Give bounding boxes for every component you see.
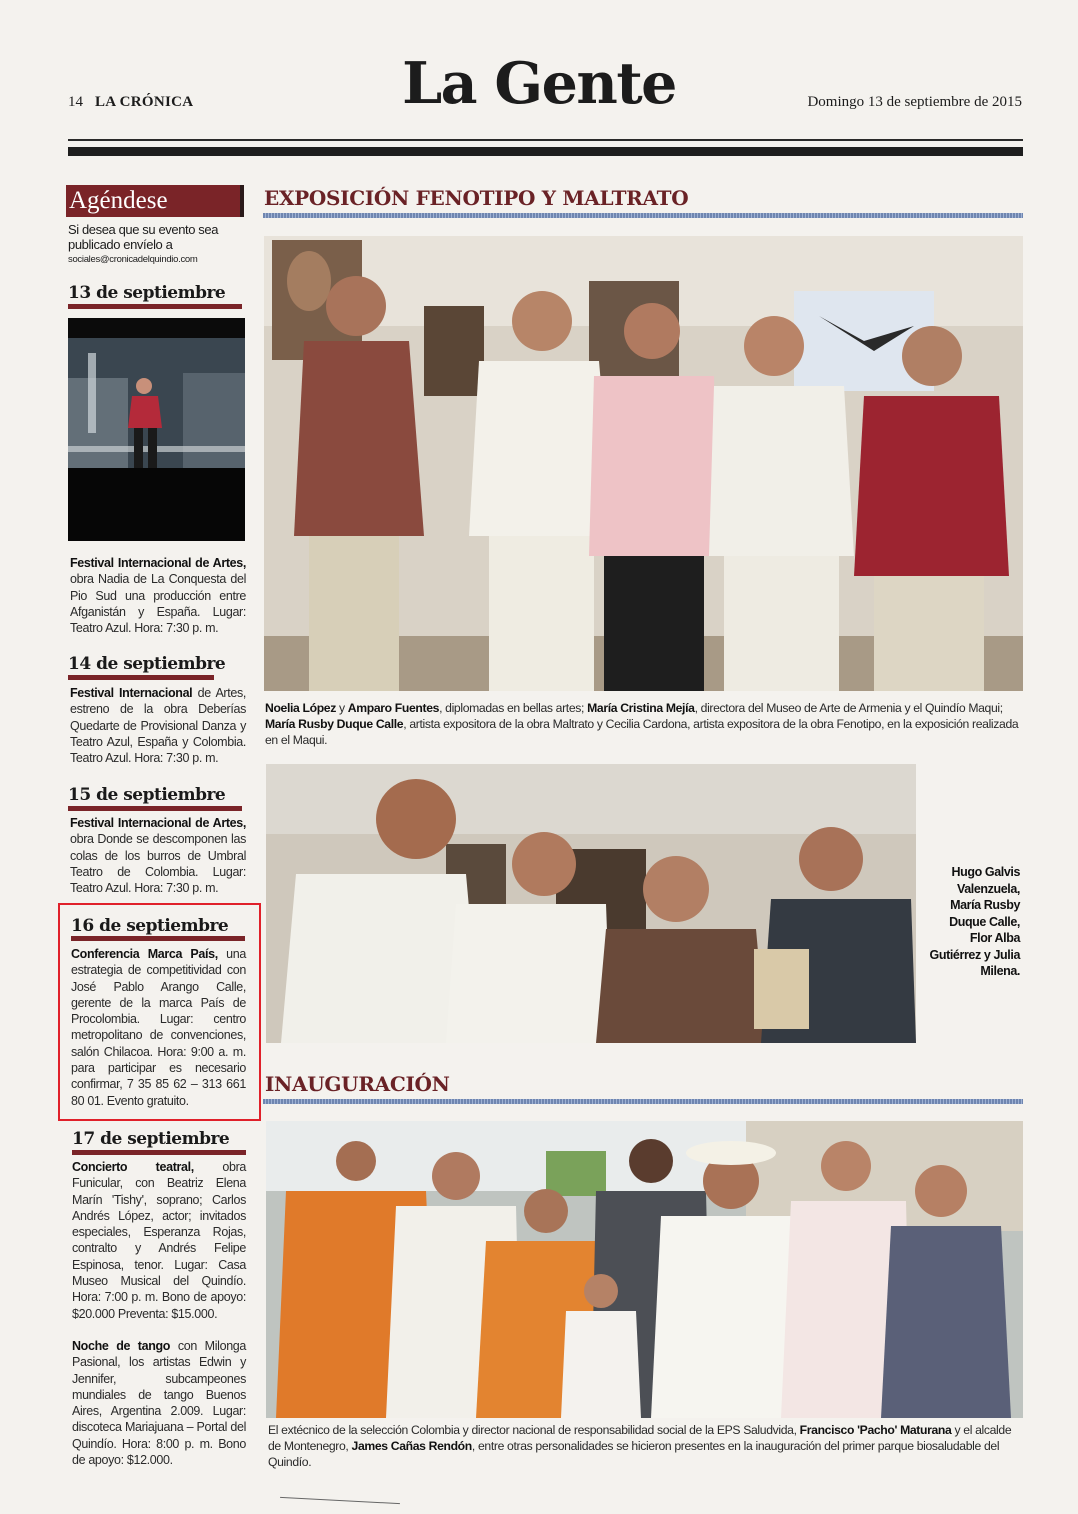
event-details: con Milonga Pasional, los artistas Edwin y Jennifer, subcampeones mundiales de tango Buenos Aires, Argentina 2.009. Lugar: discoteca Mariajuana – Portal del Quindío. Hora: 8:00 p. m. Bono de apoyo: $12.000. <box>72 1339 246 1468</box>
caption-text: , artista expositora de la obra Maltrato y Cecilia Cardona, artista expositora de la obra Fenotipo, en la exposición realizada en el Maqui. <box>265 717 1019 747</box>
caption-name: James Cañas Rendón <box>351 1439 472 1453</box>
masthead-rule-thin <box>68 139 1023 141</box>
day-heading: 15 de septiembre <box>68 785 226 805</box>
event-listing <box>71 946 246 1109</box>
event-listing <box>72 1338 246 1468</box>
day-bar <box>68 675 214 680</box>
inauguration-photo-svg <box>266 1121 1023 1418</box>
event-name: Festival Internacional de Artes, <box>70 816 246 830</box>
headline-rule <box>263 213 1023 218</box>
event-listing <box>72 1159 246 1322</box>
caption-text: , directora del Museo de Arte de Armenia y el Quindío Maqui; <box>694 701 1003 715</box>
caption-text: y <box>335 701 348 715</box>
caption-text: y el alcalde de Montenegro, <box>268 1423 1012 1453</box>
event-listing <box>70 685 246 766</box>
page-number: 14 <box>68 94 83 110</box>
day-heading: 14 de septiembre <box>68 654 226 674</box>
day-bar <box>72 1150 246 1155</box>
caption-text: El extécnico de la selección Colombia y director nacional de responsabilidad social de la EPS Saludvida, <box>268 1423 800 1437</box>
caption-name: María Rusby Duque Calle <box>265 717 404 731</box>
agenda-photo-performer <box>68 318 245 541</box>
agenda-title: Agéndese <box>66 185 244 217</box>
second-photo-svg <box>266 764 916 1043</box>
performer-photo-svg <box>68 318 245 541</box>
masthead-rule-thick <box>68 147 1023 156</box>
event-name: Festival Internacional <box>70 686 193 700</box>
event-name: Festival Internacional de Artes, <box>70 556 246 570</box>
inauguration-group-photo <box>266 1121 1023 1418</box>
event-listing <box>70 815 246 896</box>
caption-text: , diplomadas en bellas artes; <box>439 701 588 715</box>
event-name: Conferencia Marca País, <box>71 947 218 961</box>
issue-date: Domingo 13 de septiembre de 2015 <box>807 94 1022 110</box>
event-details: una estrategia de competitividad con José Pablo Arango Calle, gerente de la marca País de Procolombia. Lugar: centro metropolitano de convenciones, salón Chilacoa. Hora: 9:00 a. m. para participar es necesario confirmar, 7 35 85 62 – 313 661 80 01. Evento gratuito. <box>71 947 246 1108</box>
day-heading: 16 de septiembre <box>71 916 229 936</box>
day-heading: 17 de septiembre <box>72 1129 230 1149</box>
day-bar <box>68 304 242 309</box>
caption-name: María Cristina Mejía <box>587 701 695 715</box>
headline-rule <box>263 1099 1023 1104</box>
event-details: obra Nadia de La Conquesta del Pio Sud una producción entre Afganistán y España. Lugar: Teatro Azul. Hora: 7:30 p. m. <box>70 572 246 636</box>
event-details: obra Donde se descomponen las colas de los burros de Umbral Teatro de Colombia. Lugar: Teatro Azul. Hora: 7:30 p. m. <box>70 832 246 896</box>
inauguration-caption <box>268 1422 1023 1470</box>
agenda-intro-text: Si desea que su evento sea publicado envíelo a <box>68 222 219 252</box>
agenda-email: sociales@cronicadelquindio.com <box>68 254 198 265</box>
event-details: obra Funicular, con Beatriz Elena Marín 'Tishy', soprano; Carlos Andrés López, actor; invitados especiales, Esperanza Rojas, contralto y Andrés Felipe Espinosa, tenor. Lugar: Casa Museo Musical del Quindío. Hora: 7:00 p. m. Bono de apoyo: $20.000 Preventa: $15.000. <box>72 1160 246 1321</box>
section-title: La Gente <box>402 50 676 117</box>
day-heading: 13 de septiembre <box>68 283 226 303</box>
day-bar <box>68 806 242 811</box>
caption-name: Francisco 'Pacho' Maturana <box>799 1423 952 1437</box>
caption-text: , entre otras personalidades se hicieron presentes en la inauguración del primer parque biosaludable del Quindío. <box>268 1439 1000 1469</box>
exhibition-group-photo <box>264 236 1023 691</box>
agenda-intro <box>68 222 248 267</box>
event-listing <box>70 555 246 636</box>
caption-name: Noelia López <box>265 701 336 715</box>
page-fold-mark <box>280 1497 400 1504</box>
newspaper-name: LA CRÓNICA <box>95 94 194 110</box>
day-bar <box>71 936 245 941</box>
exhibition-second-photo <box>266 764 916 1043</box>
event-name: Concierto teatral, <box>72 1160 194 1174</box>
exhibition-photo-svg <box>264 236 1023 691</box>
event-details: de Artes, estreno de la obra Deberías Quedarte de Provisional Danza y Teatro Azul, España y Colombia. Teatro Azul. Hora: 7:30 p. m. <box>70 686 246 766</box>
article-headline: INAUGURACIÓN <box>265 1072 450 1096</box>
exhibition-caption <box>265 700 1023 748</box>
article-headline: EXPOSICIÓN FENOTIPO Y MALTRATO <box>264 186 689 210</box>
second-photo-caption: Hugo Galvis Valenzuela, María Rusby Duque Calle, Flor Alba Gutiérrez y Julia Milena. <box>929 865 1020 978</box>
caption-name: Amparo Fuentes <box>347 701 440 715</box>
event-name: Noche de tango <box>72 1339 171 1353</box>
